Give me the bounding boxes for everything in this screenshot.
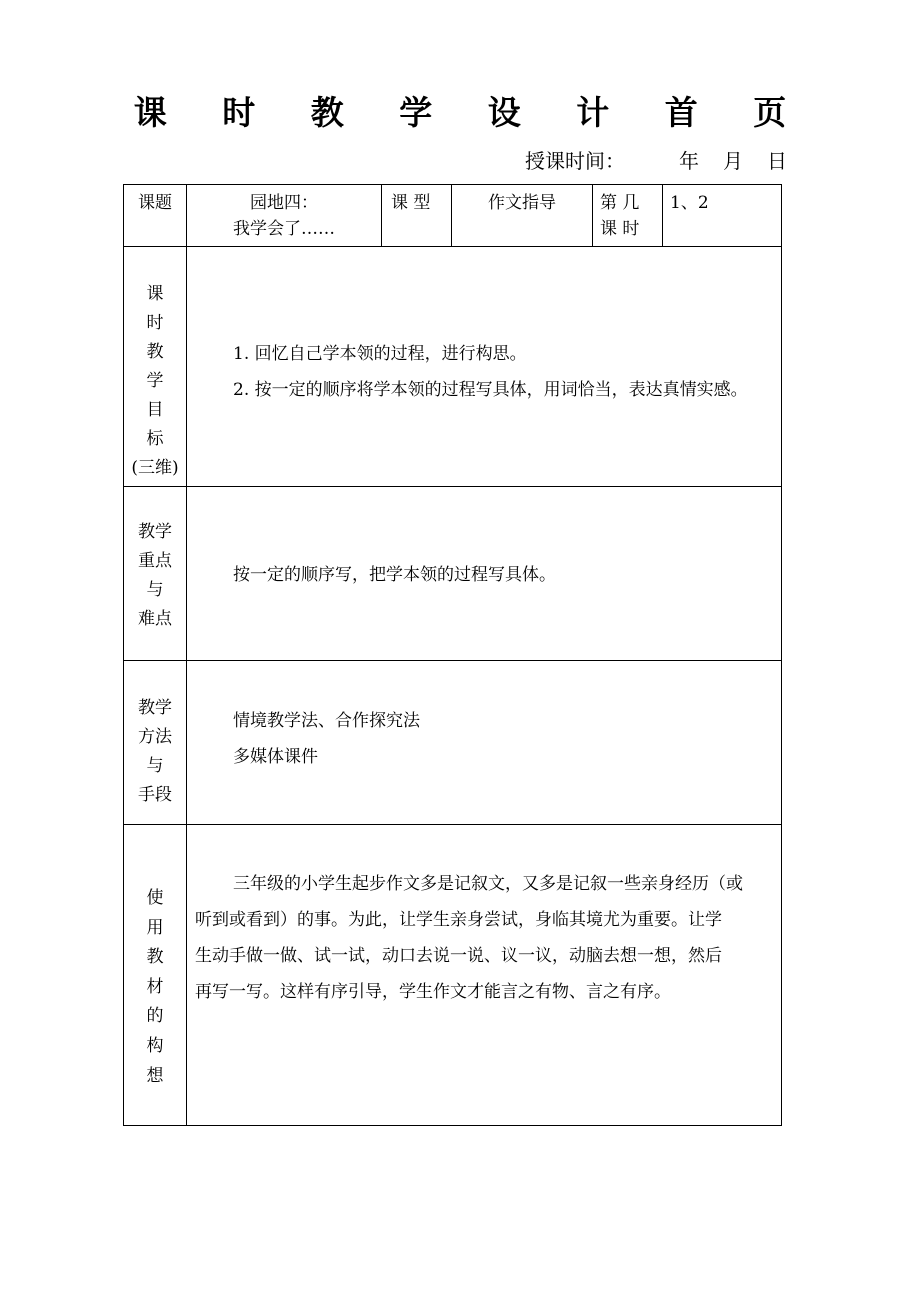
day-label: 日 xyxy=(767,149,787,173)
topic-label: 课题 xyxy=(138,193,172,213)
label-char: 教 xyxy=(146,947,164,968)
methods-label xyxy=(124,694,186,810)
label-char: 用 xyxy=(146,917,164,938)
label-char: 使 xyxy=(146,888,164,908)
column-divider xyxy=(662,184,663,246)
row-divider xyxy=(123,246,782,247)
design-line: 三年级的小学生起步作文多是记叙文，又多是记叙一些亲身经历（或 xyxy=(233,874,743,894)
label-char: 目 xyxy=(146,400,164,420)
design-line: 生动手做一做、试一试，动口去说一说、议一议，动脑去想一想，然后 xyxy=(195,946,722,966)
label-char: 手段 xyxy=(138,785,172,805)
period-value: 1、2 xyxy=(670,193,709,213)
label-char: 构 xyxy=(146,1035,164,1056)
date-line xyxy=(525,145,791,177)
column-divider xyxy=(592,184,593,246)
design-label xyxy=(124,884,186,1091)
objectives-label xyxy=(124,280,186,483)
label-char: 与 xyxy=(146,756,164,776)
key-points-text: 按一定的顺序写，把学本领的过程写具体。 xyxy=(233,565,556,585)
objective-item: 2. 按一定的顺序将学本领的过程写具体，用词恰当，表达真情实感。 xyxy=(233,380,748,400)
label-char: 与 xyxy=(146,580,164,600)
topic-line-1: 园地四： xyxy=(250,193,318,213)
row-divider xyxy=(123,486,782,487)
period-label xyxy=(600,190,639,242)
date-label: 授课时间： xyxy=(525,149,625,173)
label-char: 的 xyxy=(146,1006,164,1027)
label-char: 标 xyxy=(146,429,164,449)
column-divider xyxy=(381,184,382,246)
key-points-content xyxy=(233,560,556,590)
objectives-content xyxy=(233,336,748,408)
label-char: 教学 xyxy=(138,522,172,542)
label-char: 教 xyxy=(146,342,164,362)
period-label-line-2: 课 时 xyxy=(600,219,640,239)
year-label: 年 xyxy=(679,149,699,173)
design-line: 再写一写。这样有序引导，学生作文才能言之有物、言之有序。 xyxy=(195,982,671,1002)
label-char: 课 xyxy=(146,284,164,304)
label-char: 学 xyxy=(146,371,164,391)
page-title: 课 时 教 学 设 计 首 页 xyxy=(133,93,809,132)
objective-item: 1. 回忆自己学本领的过程，进行构思。 xyxy=(233,344,527,364)
row-divider xyxy=(123,824,782,825)
month-label: 月 xyxy=(723,149,743,173)
label-char: 材 xyxy=(146,976,164,997)
key-points-label xyxy=(124,518,186,634)
label-char: (三维) xyxy=(131,458,179,478)
topic-line-2: 我学会了…… xyxy=(233,219,335,239)
label-char: 重点 xyxy=(138,551,172,571)
label-char: 方法 xyxy=(138,727,172,747)
label-char: 时 xyxy=(146,313,164,333)
type-label: 课 型 xyxy=(391,193,431,213)
row-divider xyxy=(123,660,782,661)
label-char: 教学 xyxy=(138,698,172,718)
label-char: 想 xyxy=(146,1065,164,1086)
label-char: 难点 xyxy=(138,609,172,629)
methods-content xyxy=(233,703,420,775)
method-line: 多媒体课件 xyxy=(233,747,318,767)
column-divider xyxy=(186,184,187,1126)
topic-value xyxy=(187,190,381,242)
method-line: 情境教学法、合作探究法 xyxy=(233,711,420,731)
design-content xyxy=(195,866,775,1010)
type-value: 作文指导 xyxy=(488,193,556,213)
period-label-line-1: 第 几 xyxy=(600,193,640,213)
design-line: 听到或看到）的事。为此，让学生亲身尝试，身临其境尤为重要。让学 xyxy=(195,910,722,930)
